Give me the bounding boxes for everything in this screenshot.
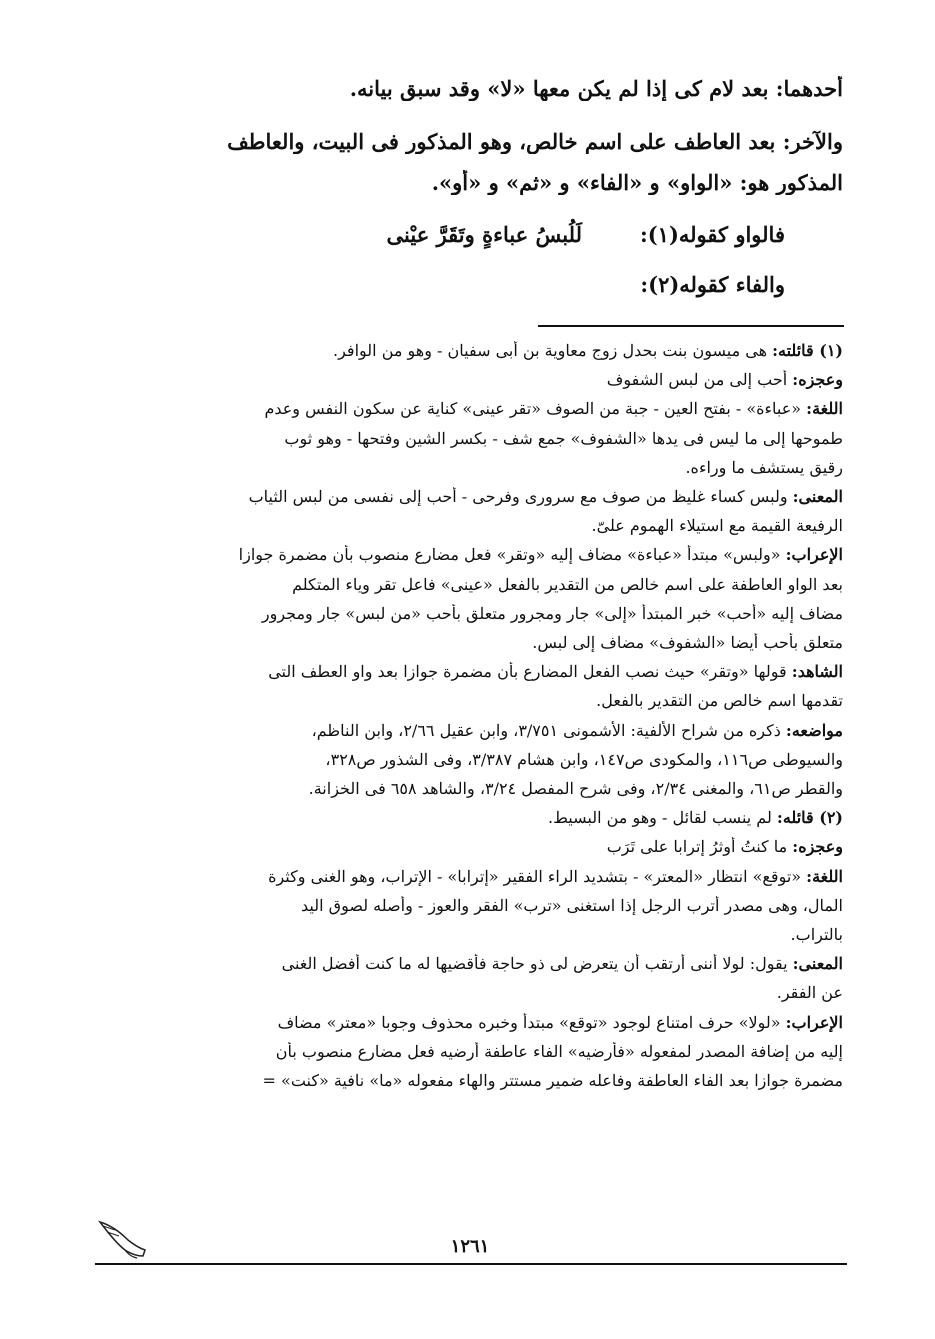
line-text: والسيوطى ص١١٦، والمكودى ص١٤٧، وابن هشام ٣/٣٨٧، وفى الشذور ص٣٢٨، bbox=[325, 749, 843, 769]
line-text: هى ميسون بنت بحدل زوج معاوية بن أبى سفيان - وهو من الوافر. bbox=[333, 341, 773, 360]
term-label: أحدهما: bbox=[775, 76, 843, 101]
footnote-line bbox=[95, 808, 843, 827]
footnote-line bbox=[95, 691, 843, 710]
term-label: الإعراب: bbox=[785, 545, 843, 565]
term-label: والآخر: bbox=[782, 129, 843, 154]
footnote-line bbox=[95, 983, 843, 1002]
term-label: المعنى: bbox=[792, 487, 843, 506]
footnote-line bbox=[95, 954, 843, 973]
footnote-line bbox=[95, 575, 843, 594]
footnote-line bbox=[95, 867, 843, 886]
footnote-line bbox=[95, 896, 843, 915]
footnote-line bbox=[95, 545, 843, 564]
line-text: يقول: لولا أننى أرتقب أن يتعرض لى ذو حاجة فأقضيها له ما كنت أفضل الغنى bbox=[281, 954, 793, 974]
page-number: ١٢٦١ bbox=[450, 1236, 490, 1257]
term-label: اللغة: bbox=[806, 399, 843, 419]
line-text: بعد لام كى إذا لم يكن معها «لا» وقد سبق بيانه. bbox=[349, 76, 776, 101]
line-text: المذكور هو: «الواو» و «الفاء» و «ثم» و «أو». bbox=[431, 170, 843, 195]
term-label: الشاهد: bbox=[791, 662, 843, 682]
line-text: «عباءة» - بفتح العين - جبة من الصوف «تقر عينى» كناية عن سكون النفس وعدم bbox=[264, 399, 807, 419]
line-text: رقيق يستشف ما وراءه. bbox=[685, 457, 843, 477]
line-text: إليه من إضافة المصدر لمفعوله «فأرضيه» الفاء عاطفة أرضيه فعل مضارع منصوب بأن bbox=[275, 1041, 843, 1061]
line-text: بالتراب. bbox=[790, 925, 843, 944]
line-text: الرفيعة القيمة مع استيلاء الهموم علىّ. bbox=[591, 516, 843, 536]
hand-pointer-icon bbox=[95, 1210, 150, 1265]
line-text: ما كنتُ أوثرُ إترابا على تَرَب bbox=[606, 837, 793, 857]
footnote-line bbox=[95, 662, 843, 681]
footnote-line bbox=[95, 341, 843, 360]
line-text: ولبس كساء غليظ من صوف مع سرورى وفرحى - أحب إلى نفسى من لبس الثياب bbox=[248, 487, 793, 506]
line-text: بعد العاطف على اسم خالص، وهو المذكور فى البيت، والعاطف bbox=[227, 129, 783, 154]
footnote-line bbox=[95, 516, 843, 535]
footnote-line bbox=[95, 633, 843, 652]
footnote-line bbox=[95, 837, 843, 856]
line-text: بعد الواو العاطفة على اسم خالص من التقدير بالفعل «عينى» فاعل تقر وياء المتكلم bbox=[292, 574, 843, 594]
footnote-line bbox=[95, 721, 843, 740]
footnote-line bbox=[95, 370, 843, 389]
footnote-line bbox=[95, 1013, 843, 1032]
line-text: عن الفقر. bbox=[776, 983, 843, 1003]
footnote-line bbox=[95, 1042, 843, 1061]
term-label: وعجزه: bbox=[792, 837, 843, 857]
line-text: «ولبس» مبتدأ «عباءة» مضاف إليه «وتقر» فعل مضارع منصوب بأن مضمرة جوازا bbox=[238, 545, 786, 565]
line-text: مضمرة جوازا بعد الفاء العاطفة وفاعله ضمير مستتر والهاء مفعوله «ما» نافية «كنت» = bbox=[262, 1071, 843, 1090]
line-text: تقدمها اسم خالص من التقدير بالفعل. bbox=[596, 691, 843, 711]
footnote-separator bbox=[538, 325, 844, 327]
term-label: (١) قائلته: bbox=[772, 341, 843, 360]
line-text: لم ينسب لقائل - وهو من البسيط. bbox=[548, 808, 777, 828]
footnote-line bbox=[95, 458, 843, 477]
footnote-line bbox=[95, 925, 843, 944]
line-text: والقطر ص٦١، والمغنى ٢/٣٤، وفى شرح المفصل ٣/٢٤، والشاهد ٦٥٨ فى الخزانة. bbox=[308, 779, 843, 798]
verse-hemistich: لَلُبسُ عباءةٍ وتَقَرَّ عيْنى bbox=[386, 222, 582, 247]
main-line-2 bbox=[95, 129, 843, 154]
footnote-line bbox=[95, 604, 843, 623]
verse-intro-2: والفاء كقوله(٢): bbox=[640, 272, 785, 297]
term-label: اللغة: bbox=[806, 866, 843, 886]
line-text: قولها «وتقر» حيث نصب الفعل المضارع بأن مضمرة جوازا بعد واو العطف التى bbox=[268, 662, 792, 682]
footer-rule bbox=[95, 1263, 847, 1265]
line-text: مضاف إليه «أحب» خبر المبتدأ «إلى» جار ومجرور متعلق بأحب «من لبس» جار ومجرور bbox=[261, 603, 843, 623]
term-label: وعجزه: bbox=[792, 370, 843, 390]
main-line-3 bbox=[95, 170, 843, 195]
term-label: الإعراب: bbox=[785, 1012, 843, 1032]
line-text: متعلق بأحب أيضا «الشفوف» مضاف إلى لبس. bbox=[532, 633, 843, 652]
term-label: مواضعه: bbox=[785, 720, 843, 740]
footnote-line bbox=[95, 1071, 843, 1090]
footnote-line bbox=[95, 429, 843, 448]
main-line-1 bbox=[95, 76, 843, 101]
line-text: ذكره من شراح الألفية: الأشمونى ٣/٧٥١، وابن عقيل ٢/٦٦، وابن الناظم، bbox=[311, 720, 786, 740]
line-text: طموحها إلى ما ليس فى يدها «الشفوف» جمع شف - بكسر الشين وفتحها - وهو ثوب bbox=[284, 428, 843, 448]
footnote-line bbox=[95, 399, 843, 418]
line-text: «توقع» انتظار «المعتر» - بتشديد الراء الفقير «إترابا» - الإتراب، وهو الغنى وكثرة bbox=[268, 866, 807, 886]
footnote-line bbox=[95, 750, 843, 769]
line-text: المال، وهى مصدر أترب الرجل إذا استغنى «ترب» الفقر والعوز - وأصله لصوق اليد bbox=[301, 895, 843, 915]
line-text: «لولا» حرف امتناع لوجود «توقع» مبتدأ وخبره محذوف وجوبا «معتر» مضاف bbox=[277, 1012, 786, 1032]
footnote-line bbox=[95, 487, 843, 506]
term-label: المعنى: bbox=[792, 954, 843, 974]
footnote-line bbox=[95, 779, 843, 798]
line-text: أحب إلى من لبس الشفوف bbox=[606, 370, 793, 390]
verse-intro: فالواو كقوله(١): bbox=[639, 222, 785, 247]
term-label: (٢) قائله: bbox=[776, 808, 843, 828]
